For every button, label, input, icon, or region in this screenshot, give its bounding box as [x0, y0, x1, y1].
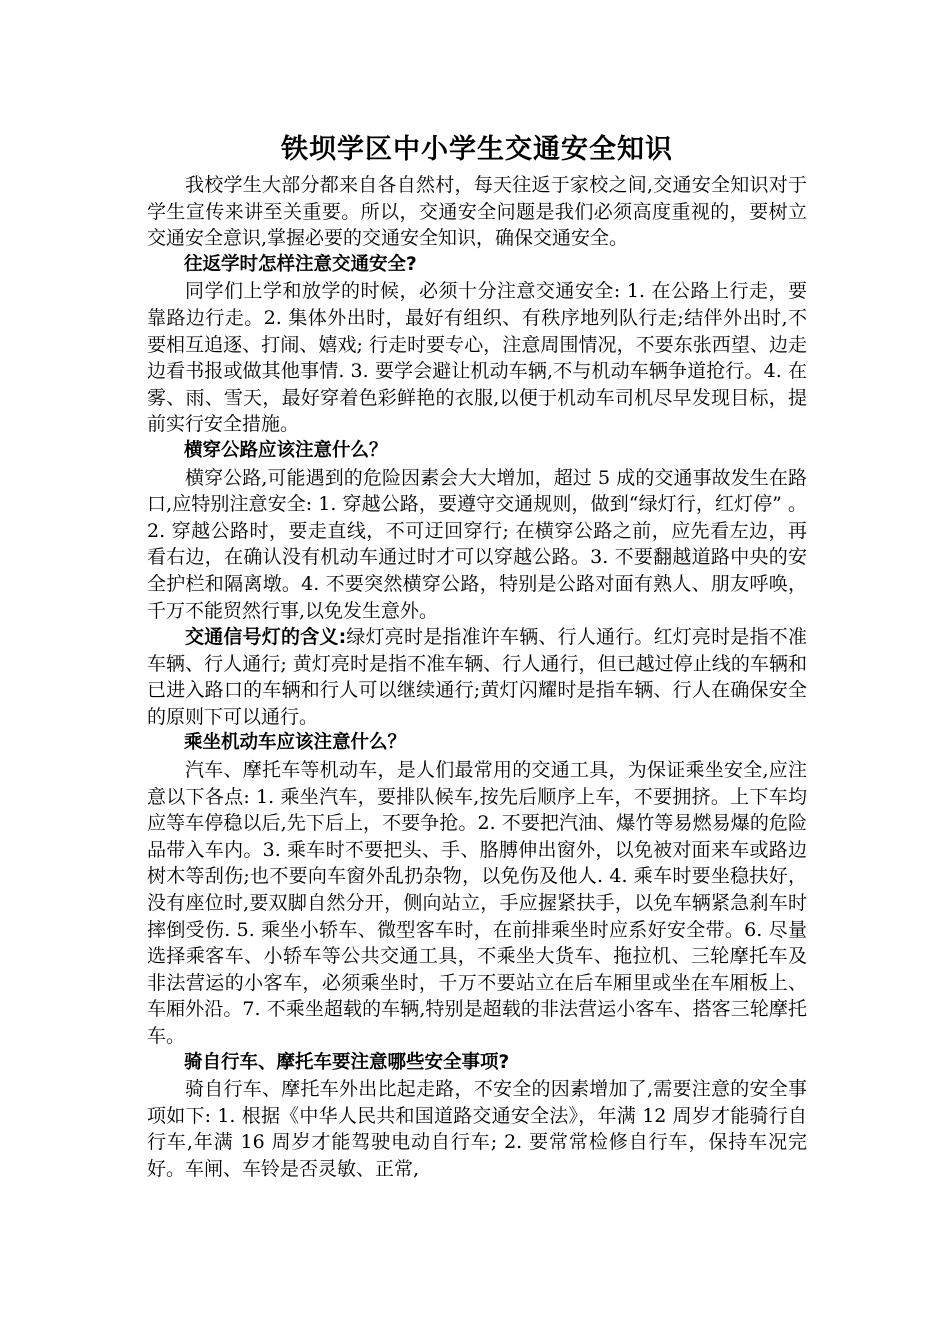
document-page [147, 130, 807, 1183]
section-body-riding-vehicle: 汽车、摩托车等机动车，是人们最常用的交通工具，为保证乘坐安全,应注意以下各点: 1. 乘坐汽车，要排队候车,按先后顺序上车，不要拥挤。上下车均应等车停稳以后,先下后上，不要争抢。2. 不要把汽油、爆竹等易燃易爆的危险品带入车内。3. 乘车时不要把头、手、胳膊伸出窗外，以免被对面来车或路边树木等刮伤;也不要向车窗外乱扔杂物，以免伤及他人. 4. 乘车时要坐稳扶好，没有座位时,要双脚自然分开，侧向站立，手应握紧扶手，以免车辆紧急刹车时摔倒受伤. 5. 乘坐小轿车、微型客车时，在前排乘坐时应系好安全带。6. 尽量选择乘客车、小轿车等公共交通工具，不乘坐大货车、拖拉机、三轮摩托车及非法营运的小客车，必须乘坐时，千万不要站立在后车厢里或坐在车厢板上、车厢外沿。7. 不乘坐超载的车辆,特别是超载的非法营运小客车、搭客三轮摩托车。 [147, 759, 807, 1047]
intro-paragraph: 我校学生大部分都来自各自然村，每天往返于家校之间,交通安全知识对于学生宣传来讲至关重要。所以，交通安全问题是我们必须高度重视的，要树立交通安全意识,掌握必要的交通安全知识，确保交通安全。 [147, 174, 807, 250]
section-traffic-lights [147, 624, 807, 730]
section-heading-crossing: 横穿公路应该注意什么？ [184, 439, 388, 461]
section-body-cycling: 骑自行车、摩托车外出比起走路，不安全的因素增加了,需要注意的安全事项如下: 1. 根据《中华人民共和国道路交通安全法》，年满 12 周岁才能骑行自行车,年满 16 周岁才能驾驶电动自行车; 2. 要常常检修自行车，保持车况完好。车闸、车铃是否灵敏、正常, [147, 1078, 807, 1180]
section-body-commute: 同学们上学和放学的时候，必须十分注意交通安全: 1. 在公路上行走，要靠路边行走。2. 集体外出时，最好有组织、有秩序地列队行走;结伴外出时,不要相互追逐、打闹、嬉戏; 行走时要专心，注意周围情况，不要东张西望、边走边看书报或做其他事情. 3. 要学会避让机动车辆,不与机动车辆争道抢行。4. 在雾、雨、雪天，最好穿着色彩鲜艳的衣服,以便于机动车司机尽早发现目标，提前实行安全措施。 [147, 280, 807, 436]
section-body-traffic-lights: 绿灯亮时是指准许车辆、行人通行。红灯亮时是指不准车辆、行人通行; 黄灯亮时是指不准车辆、行人通行，但已越过停止线的车辆和已进入路口的车辆和行人可以继续通行;黄灯闪耀时是指车辆、行人在确保安全的原则下可以通行。 [147, 626, 807, 728]
section-heading-riding-vehicle: 乘坐机动车应该注意什么？ [184, 732, 407, 754]
section-heading-commute: 往返学时怎样注意交通安全? [184, 253, 417, 275]
document-title: 铁坝学区中小学生交通安全知识 [281, 134, 673, 165]
section-body-crossing: 横穿公路,可能遇到的危险因素会大大增加，超过 5 成的交通事故发生在路口,应特别注意安全: 1. 穿越公路，要遵守交通规则，做到“绿灯行，红灯停” 。2. 穿越公路时，要走直线，不可迂回穿行; 在横穿公路之前，应先看左边，再看右边，在确认没有机动车通过时才可以穿越公路。3. 不要翻越道路中央的安全护栏和隔离墩。4. 不要突然横穿公路，特别是公路对面有熟人、朋友呼唤，千万不能贸然行事,以免发生意外。 [147, 466, 807, 622]
section-heading-cycling: 骑自行车、摩托车要注意哪些安全事项? [184, 1051, 510, 1073]
section-heading-traffic-lights: 交通信号灯的含义: [185, 626, 347, 649]
